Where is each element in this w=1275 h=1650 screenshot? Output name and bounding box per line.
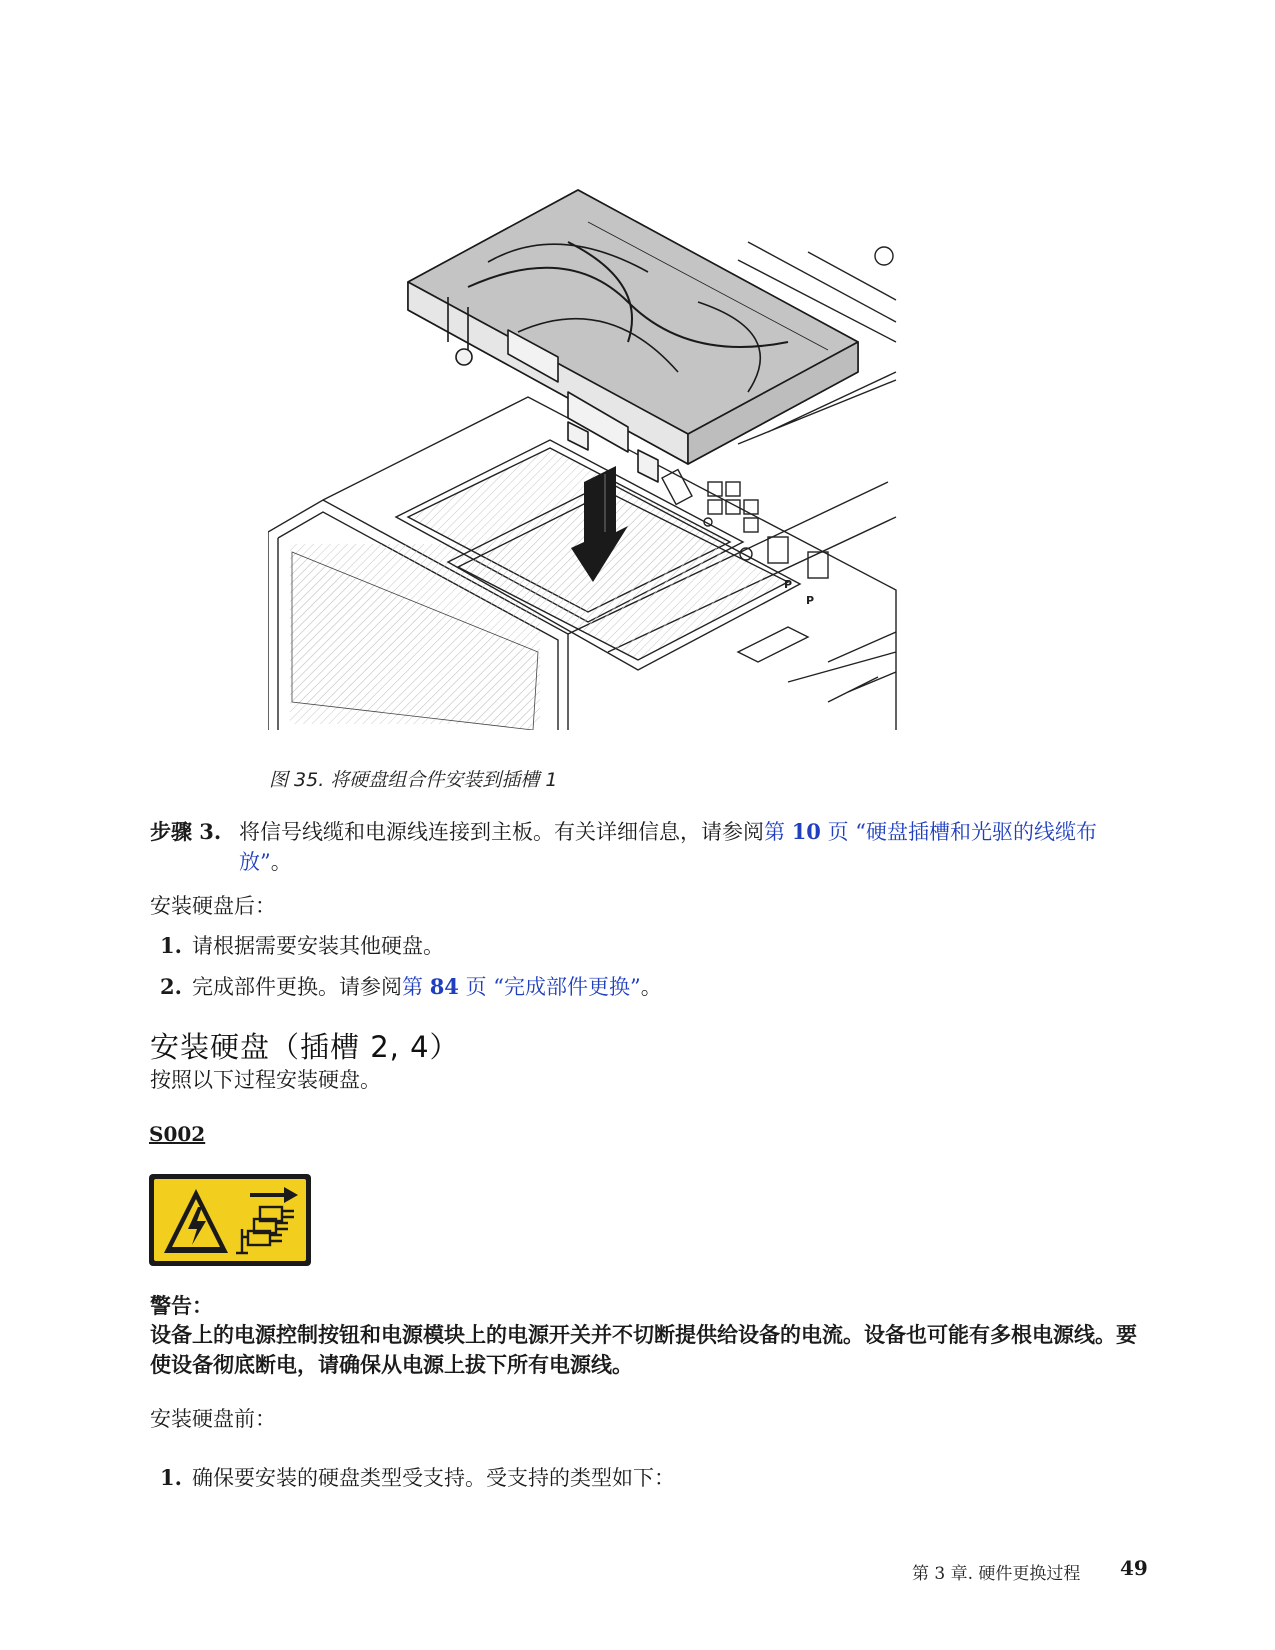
figure-label-p: P <box>806 594 815 607</box>
list-text: 请根据需要安装其他硬盘。 <box>192 934 444 958</box>
link-prefix: 第 <box>764 820 792 844</box>
safety-code: S002 <box>149 1122 206 1146</box>
step-text-before: 将信号线缆和电源线连接到主板。有关详细信息，请参阅 <box>239 820 764 844</box>
link-suffix: 页 “硬盘插槽和光驱的线缆布放” <box>239 820 1098 874</box>
list-text-after: 。 <box>640 975 662 999</box>
page-number: 49 <box>1120 1556 1148 1580</box>
list-item <box>160 931 444 961</box>
list-text: 确保要安装的硬盘类型受支持。受支持的类型如下： <box>192 1466 675 1490</box>
step-text-after: 。 <box>270 850 292 874</box>
list-item <box>160 972 662 1002</box>
link-page-number: 84 <box>429 974 459 999</box>
link-suffix: 页 “完成部件更换” <box>458 975 641 999</box>
list-number: 2. <box>160 974 182 999</box>
warning-text: 设备上的电源控制按钮和电源模块上的电源开关并不切断提供给设备的电流。设备也可能有多根电源线。要使设备彻底断电，请确保从电源上拔下所有电源线。 <box>150 1322 1137 1377</box>
list-text: 完成部件更换。请参阅 <box>192 975 402 999</box>
step-label: 步骤 3. <box>150 819 222 844</box>
list-item <box>160 1463 675 1493</box>
section-intro: 按照以下过程安装硬盘。 <box>150 1068 381 1092</box>
list-number: 1. <box>160 1465 182 1490</box>
figure-label-p: P <box>784 578 793 591</box>
list-number: 1. <box>160 933 182 958</box>
warning-title: 警告： <box>150 1293 213 1318</box>
footer-chapter: 第 3 章. 硬件更换过程 <box>912 1564 1081 1584</box>
figure-caption: 图 35. 将硬盘组合件安装到插槽 1 <box>269 769 558 791</box>
step-text <box>239 817 1139 877</box>
after-install-heading: 安装硬盘后： <box>150 894 276 918</box>
electrical-hazard-power-cords-icon <box>148 1173 312 1267</box>
hdd-install-illustration <box>268 182 948 730</box>
link-page-number: 10 <box>791 819 821 844</box>
complete-replacement-link[interactable] <box>402 975 641 999</box>
link-prefix: 第 <box>402 975 430 999</box>
section-title: 安装硬盘（插槽 2, 4） <box>150 1030 460 1064</box>
before-install-heading: 安装硬盘前： <box>150 1407 276 1431</box>
